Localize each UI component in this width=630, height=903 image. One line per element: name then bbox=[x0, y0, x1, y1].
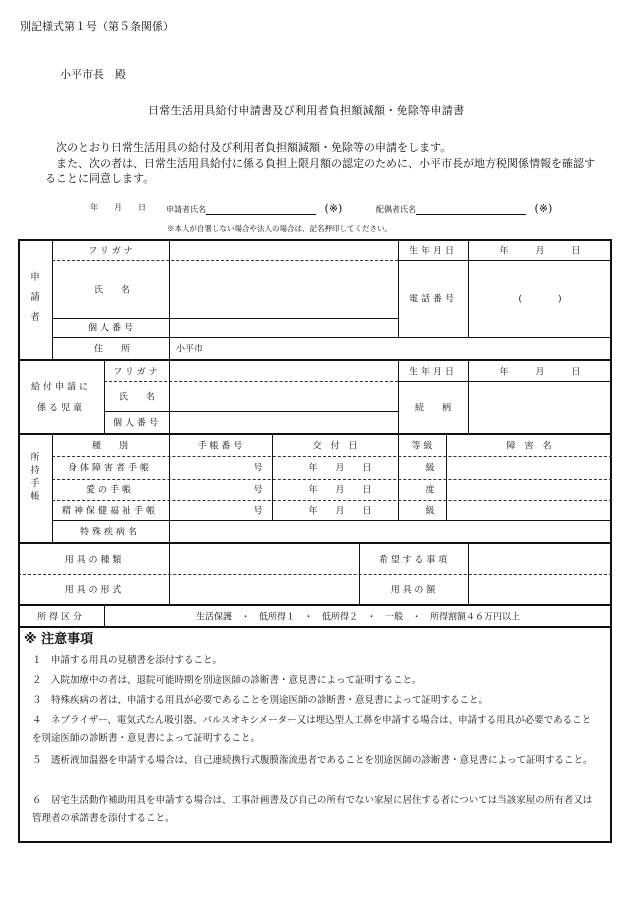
applicant-signature[interactable] bbox=[166, 202, 342, 215]
spouse-name-line[interactable] bbox=[416, 204, 526, 215]
handbook-header-disability: 障 害 名 bbox=[506, 441, 552, 452]
child-birth-label: 生年月日 bbox=[408, 367, 458, 378]
child-name-label: 氏 名 bbox=[118, 392, 156, 403]
handbook-header-type: 種 別 bbox=[91, 441, 129, 452]
handbook-row-number[interactable]: 号 bbox=[253, 463, 263, 474]
applicant-name-line[interactable] bbox=[206, 204, 316, 215]
note-item: １ 申請する用具の見積書を添付すること。 bbox=[32, 655, 223, 666]
handbook-row-type: 愛の手帳 bbox=[85, 485, 135, 496]
equipment-amount-label: 用 具 の 額 bbox=[390, 585, 436, 596]
applicant-group-label: 申請者 bbox=[30, 272, 40, 323]
handbook-row-date[interactable]: 年 月 日 bbox=[308, 506, 372, 517]
applicant-name-field-label: 氏 名 bbox=[93, 285, 131, 296]
handbook-row-type: 身体障害者手帳 bbox=[67, 463, 153, 474]
applicant-address-value[interactable]: 小平市 bbox=[176, 344, 204, 355]
spouse-seal-mark: (※) bbox=[534, 202, 553, 215]
applicant-phone-label: 電話番号 bbox=[408, 294, 458, 305]
child-relation-label: 続 柄 bbox=[414, 403, 452, 414]
note-item: ６ 居宅生活動作補助用具を申請する場合は、工事計画書及び自己の所有でない家屋に居住する者については当該家屋の所有者又は管理者の承諾書を添付すること。 bbox=[32, 795, 593, 824]
handbook-row-grade[interactable]: 度 bbox=[425, 485, 435, 496]
applicant-mynumber-label: 個人番号 bbox=[87, 323, 137, 334]
handbook-row-number[interactable]: 号 bbox=[253, 485, 263, 496]
equipment-form-label: 用 具 の 形 式 bbox=[64, 585, 122, 596]
handbook-row-number[interactable]: 号 bbox=[253, 506, 263, 517]
child-furigana-label: フリガナ bbox=[113, 367, 161, 378]
note-item: ３ 特殊疾病の者は、申請する用具が必要であることを別途医師の診断書・意見書によって証明すること。 bbox=[32, 695, 489, 706]
application-date: 年 月 日 bbox=[90, 203, 146, 212]
handbook-row-grade[interactable]: 級 bbox=[425, 506, 435, 517]
note-item: ４ ネブライザー、電気式たん吸引器、パルスオキシメーター又は埋込型人工鼻を申請する場合は、申請する用具が必要であることを別途医師の診断書・意見書によって証明すること。 bbox=[32, 715, 592, 744]
child-mynumber-label: 個人番号 bbox=[112, 418, 162, 429]
equipment-kind-label: 用 具 の 種 類 bbox=[64, 555, 122, 566]
equipment-wish-label: 希 望 す る 事 項 bbox=[378, 555, 448, 566]
notes-title: ※ 注意事項 bbox=[24, 632, 94, 647]
child-birth-value[interactable]: 年 月 日 bbox=[499, 367, 581, 378]
spouse-name-label: 配偶者氏名 bbox=[376, 205, 416, 214]
handbook-row-type: 精神保健福祉手帳 bbox=[61, 506, 159, 517]
handbook-disease-label: 特殊疾病名 bbox=[79, 527, 141, 538]
applicant-address-label: 住 所 bbox=[93, 344, 131, 355]
intro-text-2: また、次の者は、日常生活用具給付に係る負担上限月額の認定のために、小平市長が地方税関係情報を確認することに同意します。 bbox=[45, 157, 595, 185]
handbook-row-grade[interactable]: 級 bbox=[425, 463, 435, 474]
handbook-row-date[interactable]: 年 月 日 bbox=[308, 463, 372, 474]
signature-note: ※本人が自署しない場合や法人の場合は、記名押印してください。 bbox=[167, 224, 392, 233]
addressee: 小平市長 殿 bbox=[60, 68, 126, 81]
note-item: ５ 透析液加温器を申請する場合は、自己連続携行式腹膜潅流患者であることを別途医師の診断書・意見書によって証明すること。 bbox=[32, 755, 593, 766]
handbook-group-label: 所持手帳 bbox=[30, 453, 40, 502]
handbook-row-date[interactable]: 年 月 日 bbox=[308, 485, 372, 496]
spouse-signature[interactable] bbox=[376, 202, 552, 215]
handbook-header-grade: 等 級 bbox=[411, 441, 433, 452]
applicant-furigana-label: フリガナ bbox=[88, 246, 136, 257]
income-category-options[interactable]: 生活保護 ・ 低所得１ ・ 低所得２ ・ 一般 ・ 所得割額４６万円以上 bbox=[195, 612, 521, 623]
applicant-birth-label: 生年月日 bbox=[408, 246, 458, 257]
form-id: 別記様式第１号（第５条関係） bbox=[20, 20, 174, 33]
applicant-seal-mark: (※) bbox=[324, 202, 343, 215]
income-category-label: 所得区分 bbox=[36, 612, 86, 623]
child-group-label-1: 給付申請に bbox=[30, 382, 92, 393]
child-group-label-2: 係る児童 bbox=[36, 403, 86, 414]
applicant-name-label: 申請者氏名 bbox=[166, 205, 206, 214]
document-title: 日常生活用具給付申請書及び利用者負担額減額・免除等申請書 bbox=[148, 104, 465, 117]
note-item: ２ 入院加療中の者は、退院可能時期を別途医師の診断書・意見書によって証明すること。 bbox=[32, 675, 422, 686]
applicant-phone-value[interactable]: ( ) bbox=[518, 294, 562, 305]
handbook-header-number: 手 帳 番 号 bbox=[197, 441, 243, 452]
applicant-birth-value[interactable]: 年 月 日 bbox=[499, 246, 581, 257]
intro-text-1: 次のとおり日常生活用具の給付及び利用者負担額減額・免除等の申請をします。 bbox=[56, 141, 452, 154]
handbook-header-date: 交 付 日 bbox=[312, 441, 358, 452]
